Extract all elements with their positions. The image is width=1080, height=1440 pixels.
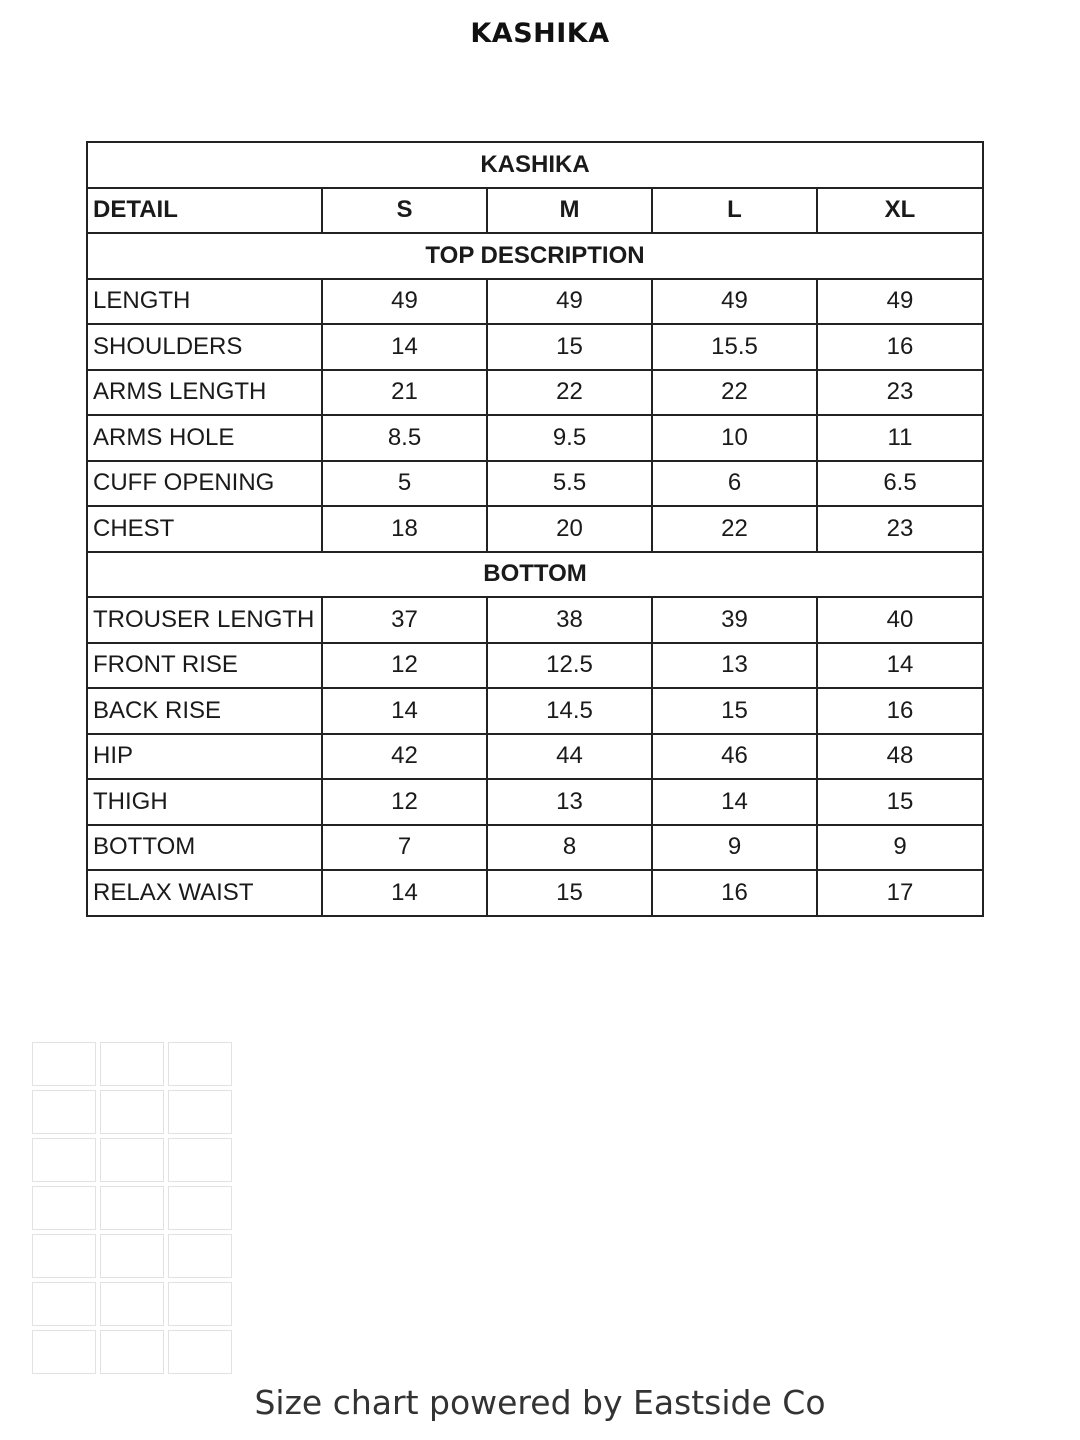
- measurement-cell: 6: [652, 461, 817, 507]
- placeholder-cell: [32, 1042, 96, 1086]
- table-row: [87, 870, 983, 916]
- measurement-cell: 37: [322, 597, 487, 643]
- footer-credit: Size chart powered by Eastside Co: [254, 1383, 826, 1422]
- measurement-cell: 14: [652, 779, 817, 825]
- row-label: ARMS HOLE: [87, 415, 322, 461]
- row-label: CHEST: [87, 506, 322, 552]
- placeholder-cell: [100, 1234, 164, 1278]
- measurement-cell: 16: [652, 870, 817, 916]
- table-row: [87, 279, 983, 325]
- measurement-cell: 48: [817, 734, 983, 780]
- placeholder-cell: [168, 1186, 232, 1230]
- measurement-cell: 38: [487, 597, 652, 643]
- placeholder-cell: [168, 1042, 232, 1086]
- measurement-cell: 40: [817, 597, 983, 643]
- placeholder-cell: [100, 1042, 164, 1086]
- measurement-cell: 13: [652, 643, 817, 689]
- measurement-cell: 22: [652, 506, 817, 552]
- row-label: TROUSER LENGTH: [87, 597, 322, 643]
- measurement-cell: 14: [817, 643, 983, 689]
- measurement-cell: 14: [322, 324, 487, 370]
- measurement-cell: 15.5: [652, 324, 817, 370]
- measurement-cell: 49: [652, 279, 817, 325]
- placeholder-cell: [168, 1234, 232, 1278]
- row-label: ARMS LENGTH: [87, 370, 322, 416]
- placeholder-cell: [100, 1330, 164, 1374]
- measurement-cell: 49: [322, 279, 487, 325]
- measurement-cell: 14.5: [487, 688, 652, 734]
- row-label: HIP: [87, 734, 322, 780]
- placeholder-cell: [100, 1090, 164, 1134]
- measurement-cell: 23: [817, 370, 983, 416]
- measurement-cell: 44: [487, 734, 652, 780]
- measurement-cell: 12: [322, 779, 487, 825]
- measurement-cell: 14: [322, 870, 487, 916]
- measurement-cell: 9: [652, 825, 817, 871]
- measurement-cell: 8.5: [322, 415, 487, 461]
- measurement-cell: 15: [652, 688, 817, 734]
- measurement-cell: 15: [817, 779, 983, 825]
- measurement-cell: 16: [817, 688, 983, 734]
- measurement-cell: 46: [652, 734, 817, 780]
- measurement-cell: 22: [652, 370, 817, 416]
- measurement-cell: 22: [487, 370, 652, 416]
- row-label: RELAX WAIST: [87, 870, 322, 916]
- table-row: [87, 370, 983, 416]
- section-row: [87, 233, 983, 279]
- table-row: [87, 461, 983, 507]
- placeholder-cell: [32, 1234, 96, 1278]
- measurement-cell: 49: [817, 279, 983, 325]
- size-chart-table: [86, 141, 984, 917]
- table-row: [87, 688, 983, 734]
- section-title: TOP DESCRIPTION: [87, 233, 983, 279]
- placeholder-cell: [32, 1330, 96, 1374]
- size-header-l: L: [652, 188, 817, 234]
- row-label: SHOULDERS: [87, 324, 322, 370]
- detail-header: DETAIL: [87, 188, 322, 234]
- measurement-cell: 15: [487, 324, 652, 370]
- table-row: [87, 779, 983, 825]
- size-header-s: S: [322, 188, 487, 234]
- size-header-xl: XL: [817, 188, 983, 234]
- placeholder-cell: [100, 1138, 164, 1182]
- measurement-cell: 16: [817, 324, 983, 370]
- measurement-cell: 7: [322, 825, 487, 871]
- measurement-cell: 14: [322, 688, 487, 734]
- row-label: FRONT RISE: [87, 643, 322, 689]
- row-label: BACK RISE: [87, 688, 322, 734]
- placeholder-cell: [100, 1282, 164, 1326]
- measurement-cell: 20: [487, 506, 652, 552]
- size-header-m: M: [487, 188, 652, 234]
- measurement-cell: 21: [322, 370, 487, 416]
- placeholder-cell: [32, 1186, 96, 1230]
- table-row: [87, 415, 983, 461]
- table-row: [87, 734, 983, 780]
- table-row: [87, 643, 983, 689]
- measurement-cell: 23: [817, 506, 983, 552]
- section-title: BOTTOM: [87, 552, 983, 598]
- measurement-cell: 10: [652, 415, 817, 461]
- measurement-cell: 42: [322, 734, 487, 780]
- measurement-cell: 12: [322, 643, 487, 689]
- placeholder-cell: [168, 1138, 232, 1182]
- table-header-row: [87, 188, 983, 234]
- placeholder-cell: [168, 1090, 232, 1134]
- table-title-row: [87, 142, 983, 188]
- table-row: [87, 825, 983, 871]
- measurement-cell: 39: [652, 597, 817, 643]
- placeholder-grid: [32, 1042, 232, 1374]
- measurement-cell: 5.5: [487, 461, 652, 507]
- measurement-cell: 17: [817, 870, 983, 916]
- page-title: KASHIKA: [470, 18, 610, 49]
- placeholder-cell: [32, 1090, 96, 1134]
- measurement-cell: 12.5: [487, 643, 652, 689]
- placeholder-cell: [32, 1138, 96, 1182]
- table-row: [87, 597, 983, 643]
- measurement-cell: 6.5: [817, 461, 983, 507]
- placeholder-cell: [168, 1282, 232, 1326]
- table-row: [87, 506, 983, 552]
- measurement-cell: 18: [322, 506, 487, 552]
- measurement-cell: 15: [487, 870, 652, 916]
- measurement-cell: 9.5: [487, 415, 652, 461]
- measurement-cell: 9: [817, 825, 983, 871]
- size-chart: [86, 141, 984, 917]
- measurement-cell: 49: [487, 279, 652, 325]
- placeholder-cell: [32, 1282, 96, 1326]
- table-row: [87, 324, 983, 370]
- row-label: CUFF OPENING: [87, 461, 322, 507]
- row-label: THIGH: [87, 779, 322, 825]
- placeholder-cell: [100, 1186, 164, 1230]
- measurement-cell: 8: [487, 825, 652, 871]
- table-title: KASHIKA: [87, 142, 983, 188]
- placeholder-cell: [168, 1330, 232, 1374]
- row-label: LENGTH: [87, 279, 322, 325]
- section-row: [87, 552, 983, 598]
- measurement-cell: 13: [487, 779, 652, 825]
- measurement-cell: 5: [322, 461, 487, 507]
- row-label: BOTTOM: [87, 825, 322, 871]
- measurement-cell: 11: [817, 415, 983, 461]
